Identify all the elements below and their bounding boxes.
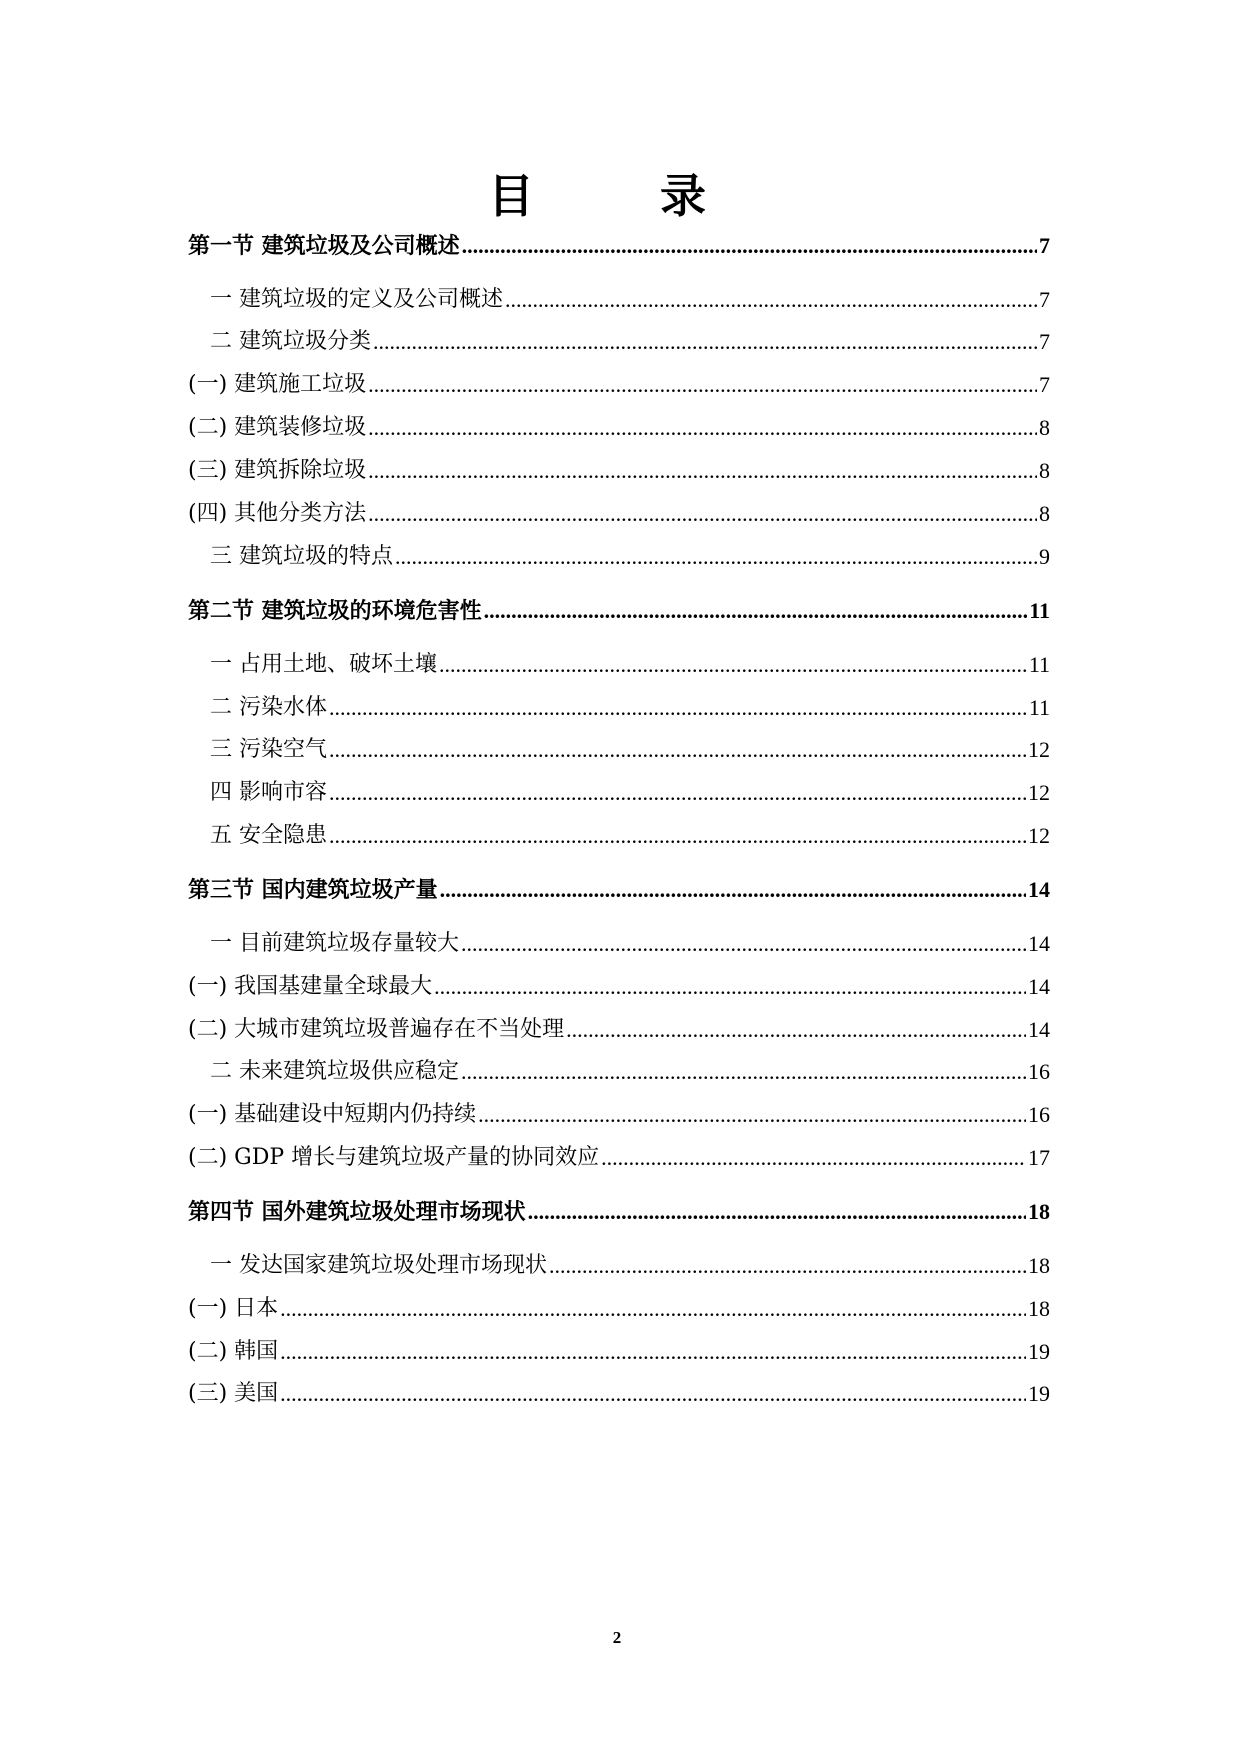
dot-leader [329, 820, 1026, 852]
toc-entry[interactable] [188, 541, 1050, 573]
toc-entry-page: 7 [1039, 372, 1050, 397]
toc-entry[interactable] [188, 1099, 1050, 1131]
dot-leader [280, 1293, 1026, 1325]
dot-leader [368, 498, 1037, 530]
toc-entry-page: 7 [1039, 329, 1050, 354]
toc-entry-text: (二) GDP 增长与建筑垃圾产量的协同效应 [188, 1145, 600, 1170]
toc-entry-page: 18 [1028, 1253, 1050, 1278]
toc-entry-page: 18 [1028, 1296, 1050, 1321]
dot-leader [528, 1196, 1026, 1228]
toc-entry-page: 14 [1028, 931, 1050, 956]
toc-entry-text: (一) 建筑施工垃圾 [188, 372, 367, 397]
dot-leader [549, 1250, 1026, 1282]
toc-entry-page: 8 [1039, 415, 1050, 440]
toc-entry[interactable] [188, 1378, 1050, 1410]
toc-entry[interactable] [188, 369, 1050, 401]
toc-entry-text: 四 影响市容 [210, 780, 327, 805]
toc-entry-text: 三 建筑垃圾的特点 [210, 544, 393, 569]
toc-entry-page: 12 [1028, 737, 1050, 762]
toc-entry-page: 7 [1039, 287, 1050, 312]
toc-entry-page: 8 [1039, 458, 1050, 483]
toc-entry-text: 第四节 国外建筑垃圾处理市场现状 [188, 1199, 526, 1225]
toc-entry[interactable] [188, 1056, 1050, 1088]
toc-entry-page: 16 [1028, 1102, 1050, 1127]
dot-leader [461, 928, 1026, 960]
toc-entry[interactable] [188, 1142, 1050, 1174]
dot-leader [373, 326, 1037, 358]
toc-entry-text: 一 发达国家建筑垃圾处理市场现状 [210, 1253, 547, 1278]
toc-entry-text: (一) 基础建设中短期内仍持续 [188, 1102, 477, 1127]
dot-leader [280, 1336, 1026, 1368]
toc-entry-page: 19 [1028, 1339, 1050, 1364]
toc-entry[interactable] [188, 498, 1050, 530]
dot-leader [329, 692, 1027, 724]
toc-entry-text: 二 污染水体 [210, 695, 327, 720]
toc-entry[interactable] [188, 326, 1050, 358]
toc-entry-page: 19 [1028, 1381, 1050, 1406]
toc-entry-text: 三 污染空气 [210, 737, 327, 762]
toc-entry-text: (一) 我国基建量全球最大 [188, 974, 433, 999]
dot-leader [368, 455, 1037, 487]
page-title: 目 录 [488, 169, 746, 223]
toc-entry[interactable] [188, 777, 1050, 809]
toc-entry[interactable] [188, 1293, 1050, 1325]
toc-entry-section-4[interactable] [188, 1196, 1050, 1228]
toc-entry[interactable] [188, 1250, 1050, 1282]
dot-leader [462, 230, 1037, 262]
toc-entry-text: (三) 美国 [188, 1381, 279, 1406]
toc-entry[interactable] [188, 971, 1050, 1003]
dot-leader [505, 284, 1037, 316]
toc-entry-page: 11 [1028, 695, 1050, 720]
toc-entry-text: 第三节 国内建筑垃圾产量 [188, 877, 438, 903]
toc-entry[interactable] [188, 455, 1050, 487]
toc-entry-text: 第二节 建筑垃圾的环境危害性 [188, 598, 482, 624]
toc-entry-page: 11 [1028, 652, 1050, 677]
dot-leader [566, 1014, 1026, 1046]
dot-leader [439, 649, 1027, 681]
dot-leader [461, 1056, 1026, 1088]
dot-leader [368, 412, 1037, 444]
toc-entry-page: 8 [1039, 501, 1050, 526]
toc-entry-section-1[interactable] [188, 230, 1050, 262]
toc-entry[interactable] [188, 928, 1050, 960]
toc-entry-text: (二) 大城市建筑垃圾普遍存在不当处理 [188, 1017, 565, 1042]
dot-leader [478, 1099, 1026, 1131]
toc-entry[interactable] [188, 1014, 1050, 1046]
toc-entry-page: 7 [1039, 233, 1050, 258]
toc-entry[interactable] [188, 692, 1050, 724]
toc-entry-text: 五 安全隐患 [210, 823, 327, 848]
toc-entry-page: 11 [1029, 598, 1050, 623]
dot-leader [440, 874, 1026, 906]
toc-entry-page: 14 [1028, 1017, 1050, 1042]
toc-entry-section-2[interactable] [188, 595, 1050, 627]
toc-entry-page: 14 [1028, 974, 1050, 999]
dot-leader [329, 734, 1026, 766]
page-number: 2 [612, 1628, 622, 1647]
toc-entry[interactable] [188, 1336, 1050, 1368]
toc-entry[interactable] [188, 820, 1050, 852]
toc-entry-text: (一) 日本 [188, 1296, 279, 1321]
toc-entry-text: (二) 建筑装修垃圾 [188, 415, 367, 440]
toc-entry-text: 一 目前建筑垃圾存量较大 [210, 931, 459, 956]
toc-entry[interactable] [188, 649, 1050, 681]
dot-leader [395, 541, 1037, 573]
toc-entry-text: 二 未来建筑垃圾供应稳定 [210, 1059, 459, 1084]
dot-leader [434, 971, 1026, 1003]
toc-entry-page: 16 [1028, 1059, 1050, 1084]
toc-entry-page: 12 [1028, 823, 1050, 848]
toc-entry-text: 第一节 建筑垃圾及公司概述 [188, 233, 460, 259]
toc-entry-text: (二) 韩国 [188, 1339, 279, 1364]
toc-entry[interactable] [188, 734, 1050, 766]
toc-entry[interactable] [188, 284, 1050, 316]
toc-entry-page: 9 [1039, 544, 1050, 569]
dot-leader [329, 777, 1026, 809]
dot-leader [484, 595, 1028, 627]
toc-entry-page: 12 [1028, 780, 1050, 805]
toc-entry-text: 二 建筑垃圾分类 [210, 329, 371, 354]
dot-leader [368, 369, 1037, 401]
toc-entry[interactable] [188, 412, 1050, 444]
toc-entry-page: 17 [1028, 1145, 1050, 1170]
toc-entry-text: (四) 其他分类方法 [188, 501, 367, 526]
dot-leader [601, 1142, 1026, 1174]
toc-entry-text: (三) 建筑拆除垃圾 [188, 458, 367, 483]
toc-entry-page: 14 [1028, 877, 1050, 902]
toc-entry-section-3[interactable] [188, 874, 1050, 906]
dot-leader [280, 1378, 1026, 1410]
toc-entry-text: 一 建筑垃圾的定义及公司概述 [210, 287, 503, 312]
toc-entry-text: 一 占用土地、破坏土壤 [210, 652, 437, 677]
toc-entry-page: 18 [1028, 1199, 1050, 1224]
